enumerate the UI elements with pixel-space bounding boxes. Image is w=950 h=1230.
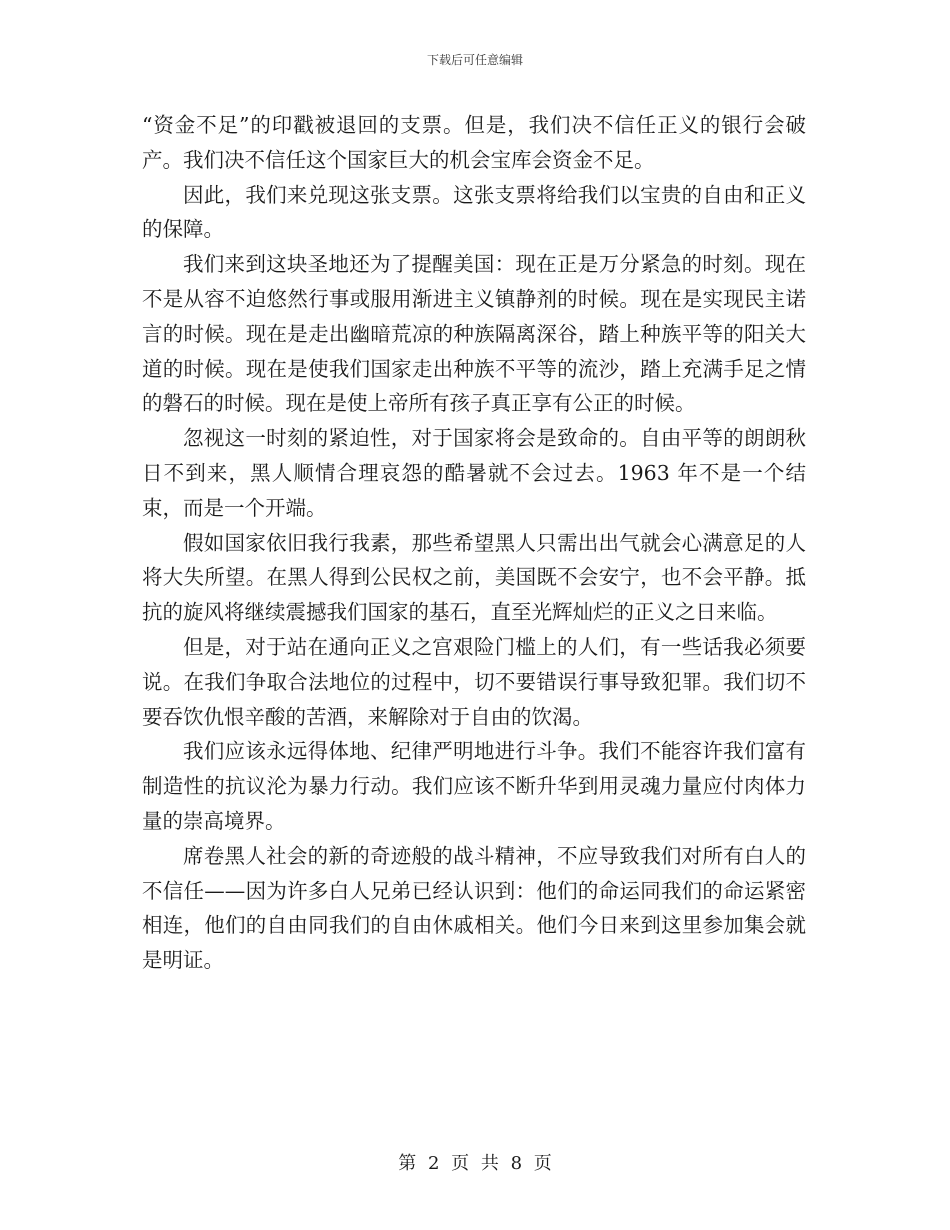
paragraph: 席卷黑人社会的新的奇迹般的战斗精神，不应导致我们对所有白人的不信任——因为许多白人兄弟已经认识到：他们的命运同我们的命运紧密相连，他们的自由同我们的自由休戚相关。他们今日来到这里参加集会就是明证。 [142, 843, 806, 973]
paragraph: 我们来到这块圣地还为了提醒美国：现在正是万分紧急的时刻。现在不是从容不迫悠然行事或服用渐进主义镇静剂的时候。现在是实现民主诺言的时候。现在是走出幽暗荒凉的种族隔离深谷，踏上种族平等的阳关大道的时候。现在是使我们国家走出种族不平等的流沙，踏上充满手足之情的磐石的时候。现在是使上帝所有孩子真正享有公正的时候。 [142, 252, 806, 416]
paragraph-continuation: “资金不足”的印戳被退回的支票。但是，我们决不信任正义的银行会破产。我们决不信任这个国家巨大的机会宝库会资金不足。 [142, 113, 806, 172]
paragraph: 我们应该永远得体地、纪律严明地进行斗争。我们不能容许我们富有制造性的抗议沦为暴力行动。我们应该不断升华到用灵魂力量应付肉体力量的崇高境界。 [142, 739, 806, 833]
page-number-footer: 第 2 页 共 8 页 [398, 1153, 552, 1174]
paragraph: 忽视这一时刻的紧迫性，对于国家将会是致命的。自由平等的朗朗秋日不到来，黑人顺情合理哀怨的酷暑就不会过去。1963 年不是一个结束，而是一个开端。 [142, 426, 806, 520]
document-body [142, 108, 806, 978]
paragraph: 假如国家依旧我行我素，那些希望黑人只需出出气就会心满意足的人将大失所望。在黑人得到公民权之前，美国既不会安宁，也不会平静。抵抗的旋风将继续震撼我们国家的基石，直至光辉灿烂的正义之日来临。 [142, 530, 806, 625]
page-header: 下载后可任意编辑 [426, 53, 523, 67]
paragraph: 但是，对于站在通向正义之宫艰险门槛上的人们，有一些话我必须要说。在我们争取合法地位的过程中，切不要错误行事导致犯罪。我们切不要吞饮仇恨辛酸的苦酒，来解除对于自由的饮渴。 [142, 634, 806, 729]
paragraph: 因此，我们来兑现这张支票。这张支票将给我们以宝贵的自由和正义的保障。 [142, 182, 806, 242]
